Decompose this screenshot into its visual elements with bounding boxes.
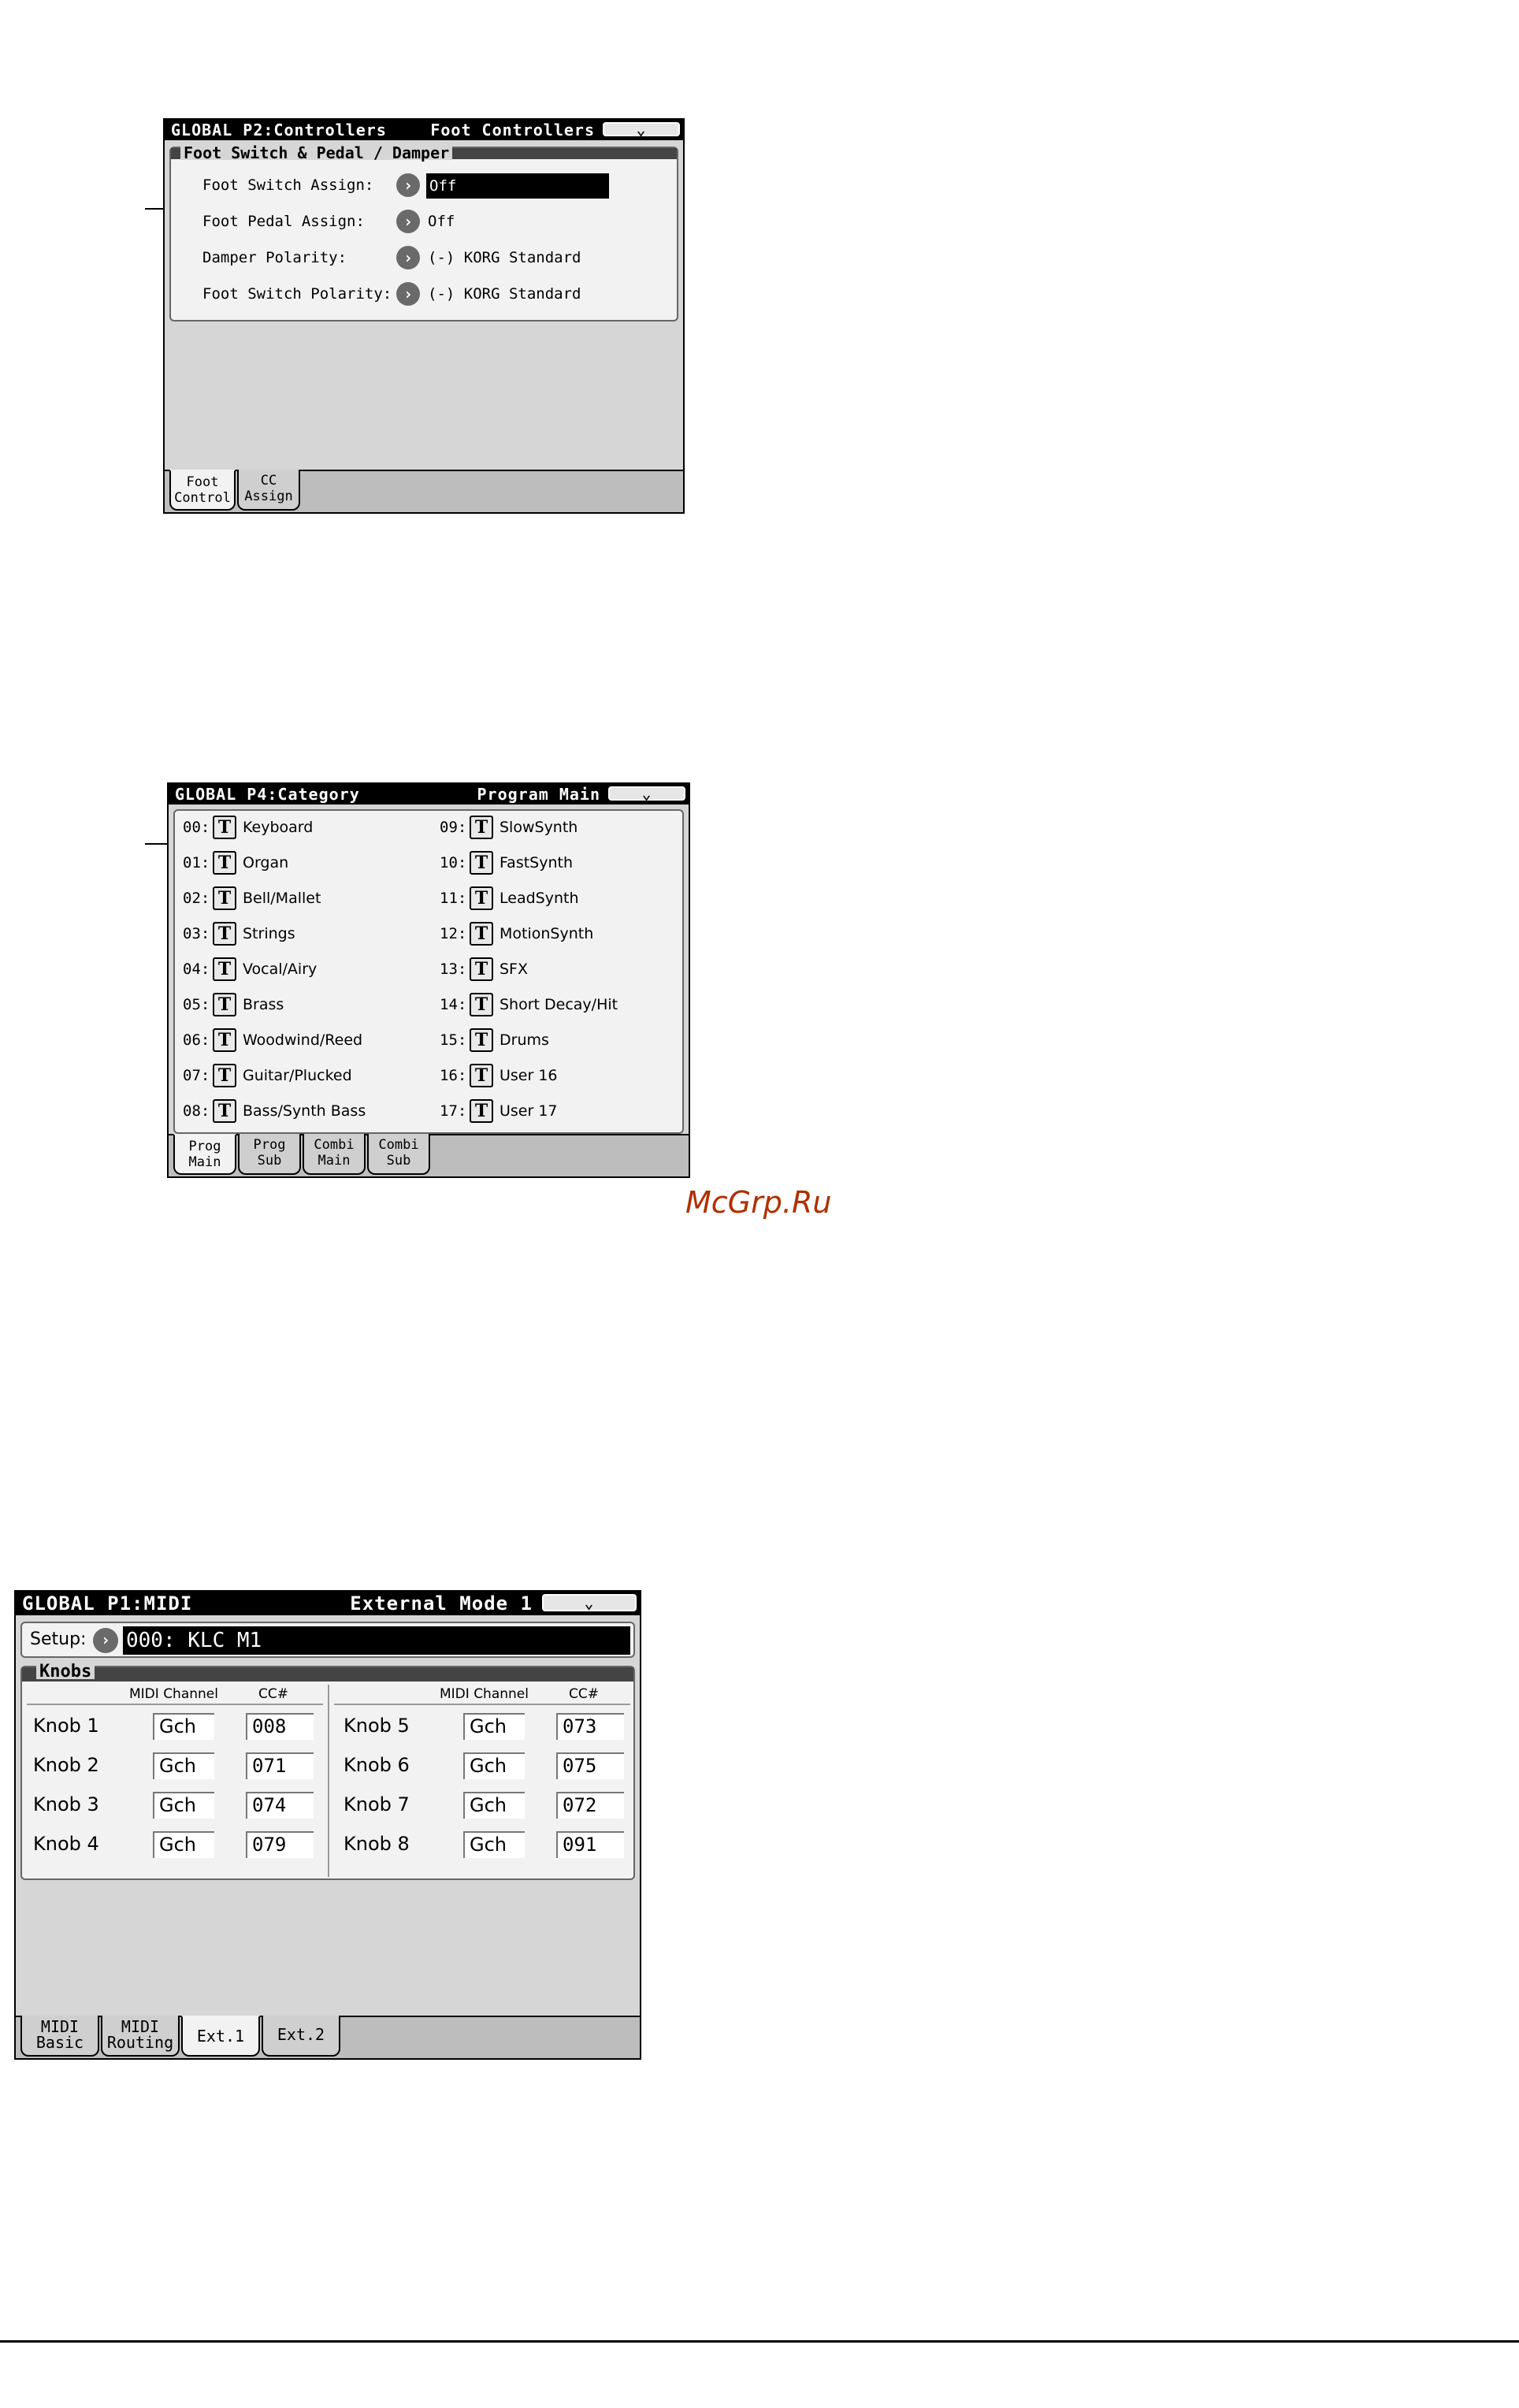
category-number: 06: — [183, 1031, 210, 1049]
tab-prog-sub[interactable] — [238, 1134, 301, 1175]
col-header-cc: CC# — [258, 1686, 288, 1702]
tab-label-line2: Routing — [106, 2033, 174, 2052]
knob-name: Knob 3 — [33, 1793, 99, 1815]
chevron-down-icon: ⌄ — [584, 1593, 595, 1612]
tab-label-line2: Main — [188, 1154, 221, 1170]
page-menu-button[interactable] — [542, 1594, 637, 1611]
page-tabs — [169, 1134, 689, 1176]
header-underline-left — [27, 1704, 323, 1705]
category-number: 07: — [183, 1067, 210, 1084]
category-text-edit-button[interactable]: T — [213, 1064, 236, 1087]
category-text-edit-button[interactable]: T — [470, 1099, 493, 1123]
setup-bar — [20, 1622, 635, 1658]
damper-polarity-label: Damper Polarity: — [202, 249, 347, 266]
col-header-midi-channel: MIDI Channel — [440, 1686, 529, 1702]
knob-midi-channel-field[interactable]: Gch — [463, 1792, 525, 1819]
category-name: Bell/Mallet — [243, 890, 321, 907]
knob-name: Knob 7 — [344, 1793, 410, 1815]
category-text-edit-button[interactable]: T — [213, 993, 236, 1016]
section-title: Knobs — [36, 1665, 95, 1679]
knob-cc-number-field[interactable]: 071 — [246, 1752, 314, 1779]
category-number: 10: — [440, 854, 467, 871]
chevron-down-icon: ⌄ — [636, 120, 647, 139]
foot-pedal-assign-label: Foot Pedal Assign: — [202, 213, 365, 230]
knob-midi-channel-field[interactable]: Gch — [463, 1752, 525, 1779]
category-name: Drums — [500, 1031, 549, 1049]
category-name: User 16 — [500, 1067, 558, 1084]
tab-label-line1: Prog — [253, 1137, 286, 1153]
col-header-cc: CC# — [569, 1686, 599, 1702]
category-text-edit-button[interactable]: T — [470, 886, 493, 910]
category-number: 00: — [183, 819, 210, 836]
category-name: FastSynth — [500, 854, 574, 871]
tab-prog-main[interactable] — [173, 1134, 236, 1175]
tab-label-line2: Sub — [257, 1153, 282, 1169]
title-bar — [165, 120, 683, 140]
tab-combi-main[interactable] — [303, 1134, 366, 1175]
screen-midi-external — [14, 1590, 641, 2060]
page-menu-button[interactable] — [603, 120, 680, 139]
category-text-edit-button[interactable]: T — [213, 816, 236, 839]
foot-switch-polarity-value[interactable]: (-) KORG Standard — [428, 285, 581, 303]
category-name: Brass — [243, 996, 284, 1013]
category-number: 16: — [440, 1067, 467, 1084]
tab-label-line1: Combi — [314, 1137, 355, 1153]
tab-label-line1: Prog — [188, 1139, 221, 1154]
knob-cc-number-field[interactable]: 079 — [246, 1831, 314, 1858]
tab-label-line2: Assign — [244, 489, 293, 504]
screen-foot-controllers — [163, 118, 685, 514]
category-name: Organ — [243, 854, 289, 871]
page-title: GLOBAL P2:Controllers — [171, 121, 387, 139]
page-subtitle: Foot Controllers — [430, 121, 595, 139]
knob-cc-number-field[interactable]: 008 — [246, 1713, 314, 1740]
tab-label-line1: MIDI — [40, 2017, 80, 2036]
category-text-edit-button[interactable]: T — [470, 957, 493, 981]
category-text-edit-button[interactable]: T — [213, 886, 236, 910]
tab-label-line1: Ext.1 — [196, 2027, 245, 2046]
tab-label-line2: Basic — [35, 2033, 84, 2052]
knob-name: Knob 5 — [344, 1715, 410, 1737]
category-number: 14: — [440, 996, 467, 1013]
knob-name: Knob 1 — [33, 1715, 99, 1737]
category-text-edit-button[interactable]: T — [213, 922, 236, 946]
knob-cc-number-field[interactable]: 072 — [556, 1792, 624, 1819]
category-number: 05: — [183, 996, 210, 1013]
page-subtitle: Program Main — [477, 785, 600, 804]
foot-switch-assign-value[interactable]: Off — [426, 173, 609, 199]
category-text-edit-button[interactable]: T — [213, 957, 236, 981]
tab-ext2[interactable] — [262, 2016, 340, 2057]
knob-cc-number-field[interactable]: 074 — [246, 1792, 314, 1819]
foot-switch-assign-popup-button[interactable]: › — [396, 173, 420, 197]
foot-switch-panel — [169, 143, 678, 321]
category-name: Vocal/Airy — [243, 961, 318, 978]
tab-foot-control[interactable] — [169, 470, 236, 511]
damper-polarity-popup-button[interactable]: › — [396, 246, 420, 269]
category-text-edit-button[interactable]: T — [470, 851, 493, 875]
category-name: LeadSynth — [500, 890, 579, 907]
category-number: 15: — [440, 1031, 467, 1049]
tab-midi-routing[interactable] — [101, 2016, 180, 2057]
tab-label-line1: MIDI — [121, 2017, 160, 2036]
category-name: User 17 — [500, 1102, 558, 1120]
foot-pedal-assign-value[interactable]: Off — [428, 213, 455, 230]
foot-switch-polarity-label: Foot Switch Polarity: — [202, 285, 392, 303]
knob-midi-channel-field[interactable]: Gch — [153, 1792, 214, 1819]
category-number: 04: — [183, 961, 210, 978]
knob-midi-channel-field[interactable]: Gch — [153, 1752, 214, 1779]
tab-midi-basic[interactable] — [20, 2016, 99, 2057]
column-divider — [328, 1685, 329, 1877]
page-subtitle: External Mode 1 — [350, 1592, 533, 1615]
knob-midi-channel-field[interactable]: Gch — [463, 1713, 525, 1740]
page-tabs — [16, 2016, 640, 2058]
category-name: Strings — [243, 925, 295, 942]
knob-name: Knob 6 — [344, 1754, 410, 1776]
tab-label-line2: Main — [318, 1153, 351, 1169]
knob-cc-number-field[interactable]: 091 — [556, 1831, 624, 1858]
category-number: 13: — [440, 961, 467, 978]
category-name: SlowSynth — [500, 819, 578, 836]
tab-cc-assign[interactable] — [237, 470, 300, 511]
knob-name: Knob 4 — [33, 1833, 99, 1855]
category-text-edit-button[interactable]: T — [470, 993, 493, 1016]
category-name: MotionSynth — [500, 925, 594, 942]
knob-midi-channel-field[interactable]: Gch — [153, 1831, 214, 1858]
page-title: GLOBAL P4:Category — [175, 785, 360, 804]
tab-combi-sub[interactable] — [367, 1134, 430, 1175]
category-text-edit-button[interactable]: T — [470, 922, 493, 946]
category-name: Bass/Synth Bass — [243, 1102, 366, 1120]
tab-ext1[interactable] — [181, 2016, 260, 2057]
knob-cc-number-field[interactable]: 073 — [556, 1713, 624, 1740]
category-text-edit-button[interactable]: T — [213, 1028, 236, 1052]
tab-label-line1: Foot — [186, 474, 219, 490]
category-number: 03: — [183, 925, 210, 942]
page-tabs — [165, 470, 683, 512]
page-title: GLOBAL P1:MIDI — [22, 1592, 193, 1615]
page-menu-button[interactable] — [608, 786, 685, 801]
header-underline-right — [334, 1704, 630, 1705]
knob-midi-channel-field[interactable]: Gch — [153, 1713, 214, 1740]
section-title: Foot Switch & Pedal / Damper — [180, 146, 452, 160]
category-number: 08: — [183, 1102, 210, 1120]
category-number: 11: — [440, 890, 467, 907]
category-text-edit-button[interactable]: T — [470, 1028, 493, 1052]
category-list-panel — [173, 809, 684, 1134]
tab-label-line1: CC — [260, 473, 277, 489]
knob-name: Knob 2 — [33, 1754, 99, 1776]
tab-label-line1: Combi — [378, 1137, 419, 1153]
knob-name: Knob 8 — [344, 1833, 410, 1855]
category-name: Guitar/Plucked — [243, 1067, 352, 1084]
category-name: Keyboard — [243, 819, 314, 836]
tab-label-line1: Ext.2 — [277, 2025, 325, 2044]
section-header-bar — [22, 1667, 633, 1682]
foot-switch-polarity-popup-button[interactable]: › — [396, 282, 420, 306]
col-header-midi-channel: MIDI Channel — [129, 1686, 218, 1702]
category-name: SFX — [500, 961, 529, 978]
knob-cc-number-field[interactable]: 075 — [556, 1752, 624, 1779]
tab-label-line2: Control — [174, 490, 231, 506]
tab-label-line2: Sub — [386, 1153, 411, 1169]
knob-midi-channel-field[interactable]: Gch — [463, 1831, 525, 1858]
category-text-edit-button[interactable]: T — [470, 1064, 493, 1087]
category-text-edit-button[interactable]: T — [213, 1099, 236, 1123]
damper-polarity-value[interactable]: (-) KORG Standard — [428, 249, 581, 266]
page-footer-rule — [0, 2340, 1519, 2343]
category-text-edit-button[interactable]: T — [470, 816, 493, 839]
foot-switch-assign-label: Foot Switch Assign: — [202, 177, 374, 194]
foot-pedal-assign-popup-button[interactable]: › — [396, 210, 420, 233]
category-number: 12: — [440, 925, 467, 942]
watermark-text: McGrp.Ru — [685, 1185, 832, 1220]
category-name: Short Decay/Hit — [500, 996, 618, 1013]
knobs-panel — [20, 1662, 635, 1880]
title-bar — [16, 1592, 640, 1615]
title-bar — [169, 784, 689, 805]
category-number: 17: — [440, 1102, 467, 1120]
setup-label: Setup: — [30, 1629, 87, 1649]
category-text-edit-button[interactable]: T — [213, 851, 236, 875]
category-number: 02: — [183, 890, 210, 907]
setup-popup-button[interactable]: › — [93, 1628, 118, 1653]
category-name: Woodwind/Reed — [243, 1031, 363, 1049]
category-number: 01: — [183, 854, 210, 871]
category-number: 09: — [440, 819, 467, 836]
screen-category — [167, 782, 690, 1178]
setup-value[interactable]: 000: KLC M1 — [123, 1626, 630, 1655]
chevron-down-icon: ⌄ — [641, 784, 652, 803]
